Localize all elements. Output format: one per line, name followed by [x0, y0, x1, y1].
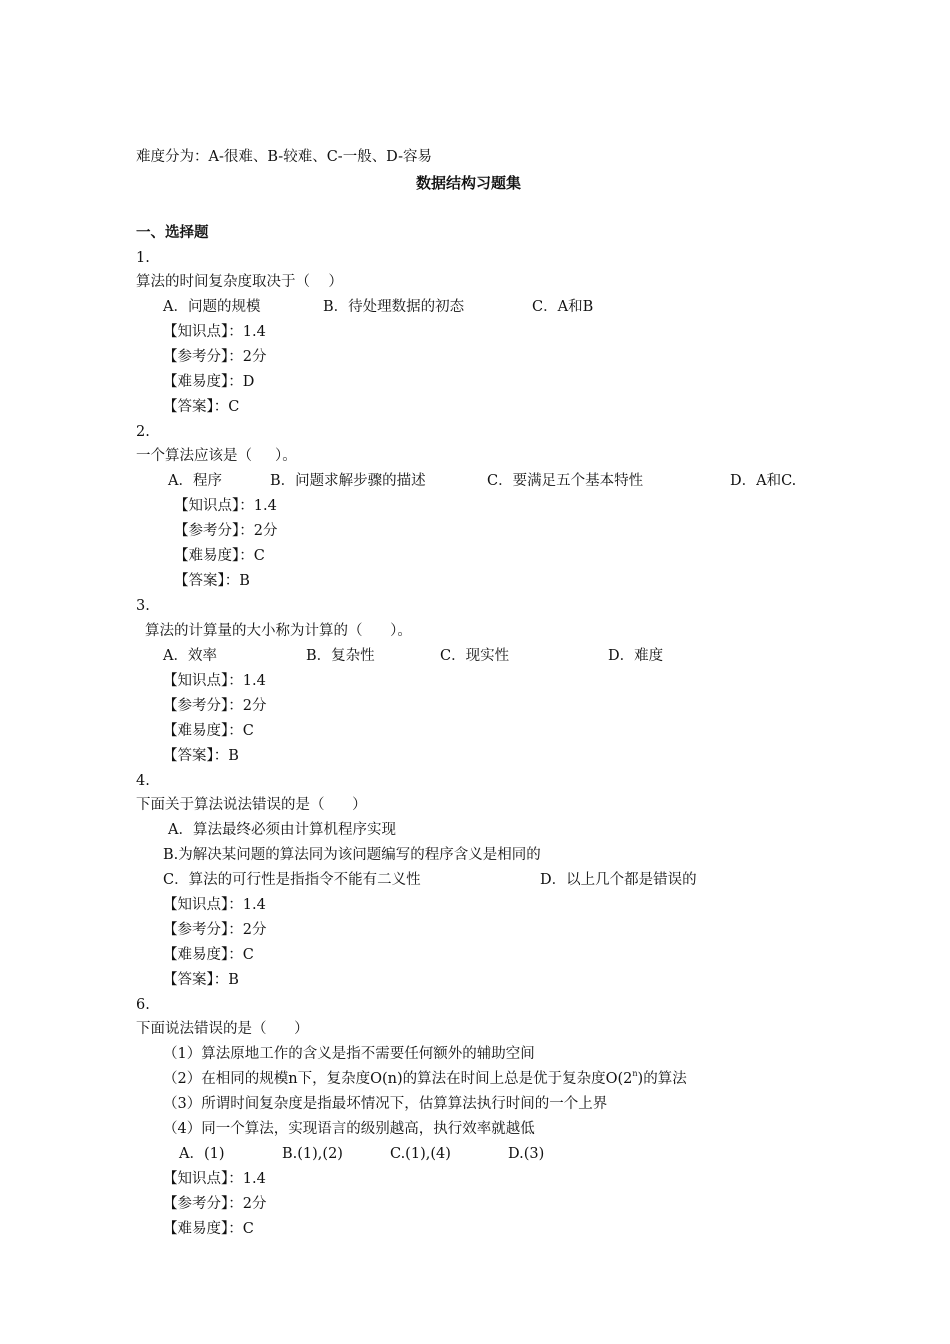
- knowledge-value: 1.4: [242, 897, 266, 913]
- question-stem: 算法的时间复杂度取决于（ ）: [136, 274, 343, 290]
- question-number: 2.: [136, 424, 150, 440]
- knowledge-point: [163, 1169, 266, 1189]
- option-a: A．问题的规模: [163, 299, 261, 315]
- answer-value: B: [228, 972, 239, 988]
- score-label: 【参考分】：: [163, 698, 243, 714]
- knowledge-point: [163, 671, 266, 691]
- document-title: 数据结构习题集: [416, 174, 522, 192]
- section-heading: 一、选择题: [136, 224, 209, 241]
- answer: [163, 746, 239, 766]
- option-b: B.为解决某问题的算法同为该问题编写的程序含义是相同的: [163, 847, 541, 863]
- difficulty-value: C: [253, 548, 265, 564]
- question-stem: 下面说法错误的是（ ）: [136, 1021, 309, 1037]
- answer: [163, 397, 239, 417]
- reference-score: [163, 920, 266, 940]
- question-number: 4.: [136, 773, 150, 789]
- statement-3: （3）所谓时间复杂度是指最坏情况下，估算算法执行时间的一个上界: [163, 1096, 608, 1112]
- question-number: 6.: [136, 997, 150, 1013]
- answer: [163, 970, 239, 990]
- difficulty-legend: 难度分为：A-很难、B-较难、C-一般、D-容易: [136, 149, 432, 165]
- option-c: C.(1),(4): [390, 1146, 451, 1162]
- score-label: 【参考分】：: [163, 922, 243, 938]
- difficulty-level: [163, 945, 254, 965]
- score-value: 2分: [242, 922, 267, 938]
- difficulty-value: C: [242, 1221, 254, 1237]
- question-stem: 下面关于算法说法错误的是（ ）: [136, 797, 367, 813]
- score-label: 【参考分】：: [163, 349, 243, 365]
- difficulty-label: 【难易度】：: [163, 374, 243, 390]
- difficulty-label: 【难易度】：: [163, 1221, 243, 1237]
- statement-2-tail: )的算法: [637, 1071, 687, 1087]
- answer-label: 【答案】：: [163, 748, 229, 764]
- difficulty-label: 【难易度】：: [163, 947, 243, 963]
- option-c: C．现实性: [440, 648, 510, 664]
- answer-label: 【答案】：: [163, 399, 229, 415]
- reference-score: [163, 347, 266, 367]
- knowledge-label: 【知识点】：: [174, 498, 254, 514]
- option-d: D．A和C.: [730, 473, 797, 489]
- difficulty-value: D: [242, 374, 255, 390]
- exponent: n: [632, 1069, 638, 1078]
- difficulty-value: C: [242, 947, 254, 963]
- knowledge-point: [163, 895, 266, 915]
- question-number: 3.: [136, 598, 150, 614]
- difficulty-label: 【难易度】：: [163, 723, 243, 739]
- answer-value: B: [239, 573, 250, 589]
- option-a: A．效率: [163, 648, 217, 664]
- difficulty-label: 【难易度】：: [174, 548, 254, 564]
- answer-label: 【答案】：: [174, 573, 240, 589]
- answer: [174, 571, 250, 591]
- score-value: 2分: [253, 523, 278, 539]
- knowledge-value: 1.4: [242, 673, 266, 689]
- knowledge-label: 【知识点】：: [163, 897, 243, 913]
- score-value: 2分: [242, 349, 267, 365]
- question-stem: 一个算法应该是（ ）。: [136, 448, 297, 464]
- knowledge-point: [174, 496, 277, 516]
- option-a: A．程序: [168, 473, 222, 489]
- knowledge-label: 【知识点】：: [163, 673, 243, 689]
- knowledge-value: 1.4: [242, 324, 266, 340]
- question-number: 1.: [136, 250, 150, 266]
- reference-score: [163, 1194, 266, 1214]
- option-b: B.(1),(2): [282, 1146, 343, 1162]
- option-d: D．以上几个都是错误的: [540, 872, 697, 888]
- question-stem: 算法的计算量的大小称为计算的（ ）。: [145, 623, 412, 639]
- difficulty-level: [174, 546, 265, 566]
- reference-score: [174, 521, 277, 541]
- knowledge-label: 【知识点】：: [163, 1171, 243, 1187]
- option-a: A．(1): [179, 1146, 225, 1162]
- option-b: B．问题求解步骤的描述: [270, 473, 426, 489]
- option-c: C．A和B: [532, 299, 594, 315]
- statement-2-text: （2）在相同的规模n下，复杂度O(n)的算法在时间上总是优于复杂度O(2: [163, 1071, 633, 1087]
- option-d: D.(3): [508, 1146, 545, 1162]
- option-d: D．难度: [608, 648, 664, 664]
- difficulty-level: [163, 1219, 254, 1239]
- knowledge-value: 1.4: [242, 1171, 266, 1187]
- statement-2: [163, 1069, 687, 1089]
- option-b: B．待处理数据的初态: [323, 299, 465, 315]
- difficulty-level: [163, 372, 254, 392]
- score-value: 2分: [242, 1196, 267, 1212]
- score-label: 【参考分】：: [163, 1196, 243, 1212]
- option-a: A．算法最终必须由计算机程序实现: [168, 822, 396, 838]
- difficulty-value: C: [242, 723, 254, 739]
- knowledge-point: [163, 322, 266, 342]
- score-value: 2分: [242, 698, 267, 714]
- answer-value: B: [228, 748, 239, 764]
- option-c: C．算法的可行性是指指令不能有二义性: [163, 872, 421, 888]
- reference-score: [163, 696, 266, 716]
- statement-4: （4）同一个算法，实现语言的级别越高，执行效率就越低: [163, 1121, 535, 1137]
- statement-1: （1）算法原地工作的含义是指不需要任何额外的辅助空间: [163, 1046, 535, 1062]
- answer-value: C: [228, 399, 240, 415]
- knowledge-value: 1.4: [253, 498, 277, 514]
- knowledge-label: 【知识点】：: [163, 324, 243, 340]
- score-label: 【参考分】：: [174, 523, 254, 539]
- option-c: C．要满足五个基本特性: [487, 473, 644, 489]
- answer-label: 【答案】：: [163, 972, 229, 988]
- difficulty-level: [163, 721, 254, 741]
- option-b: B．复杂性: [306, 648, 375, 664]
